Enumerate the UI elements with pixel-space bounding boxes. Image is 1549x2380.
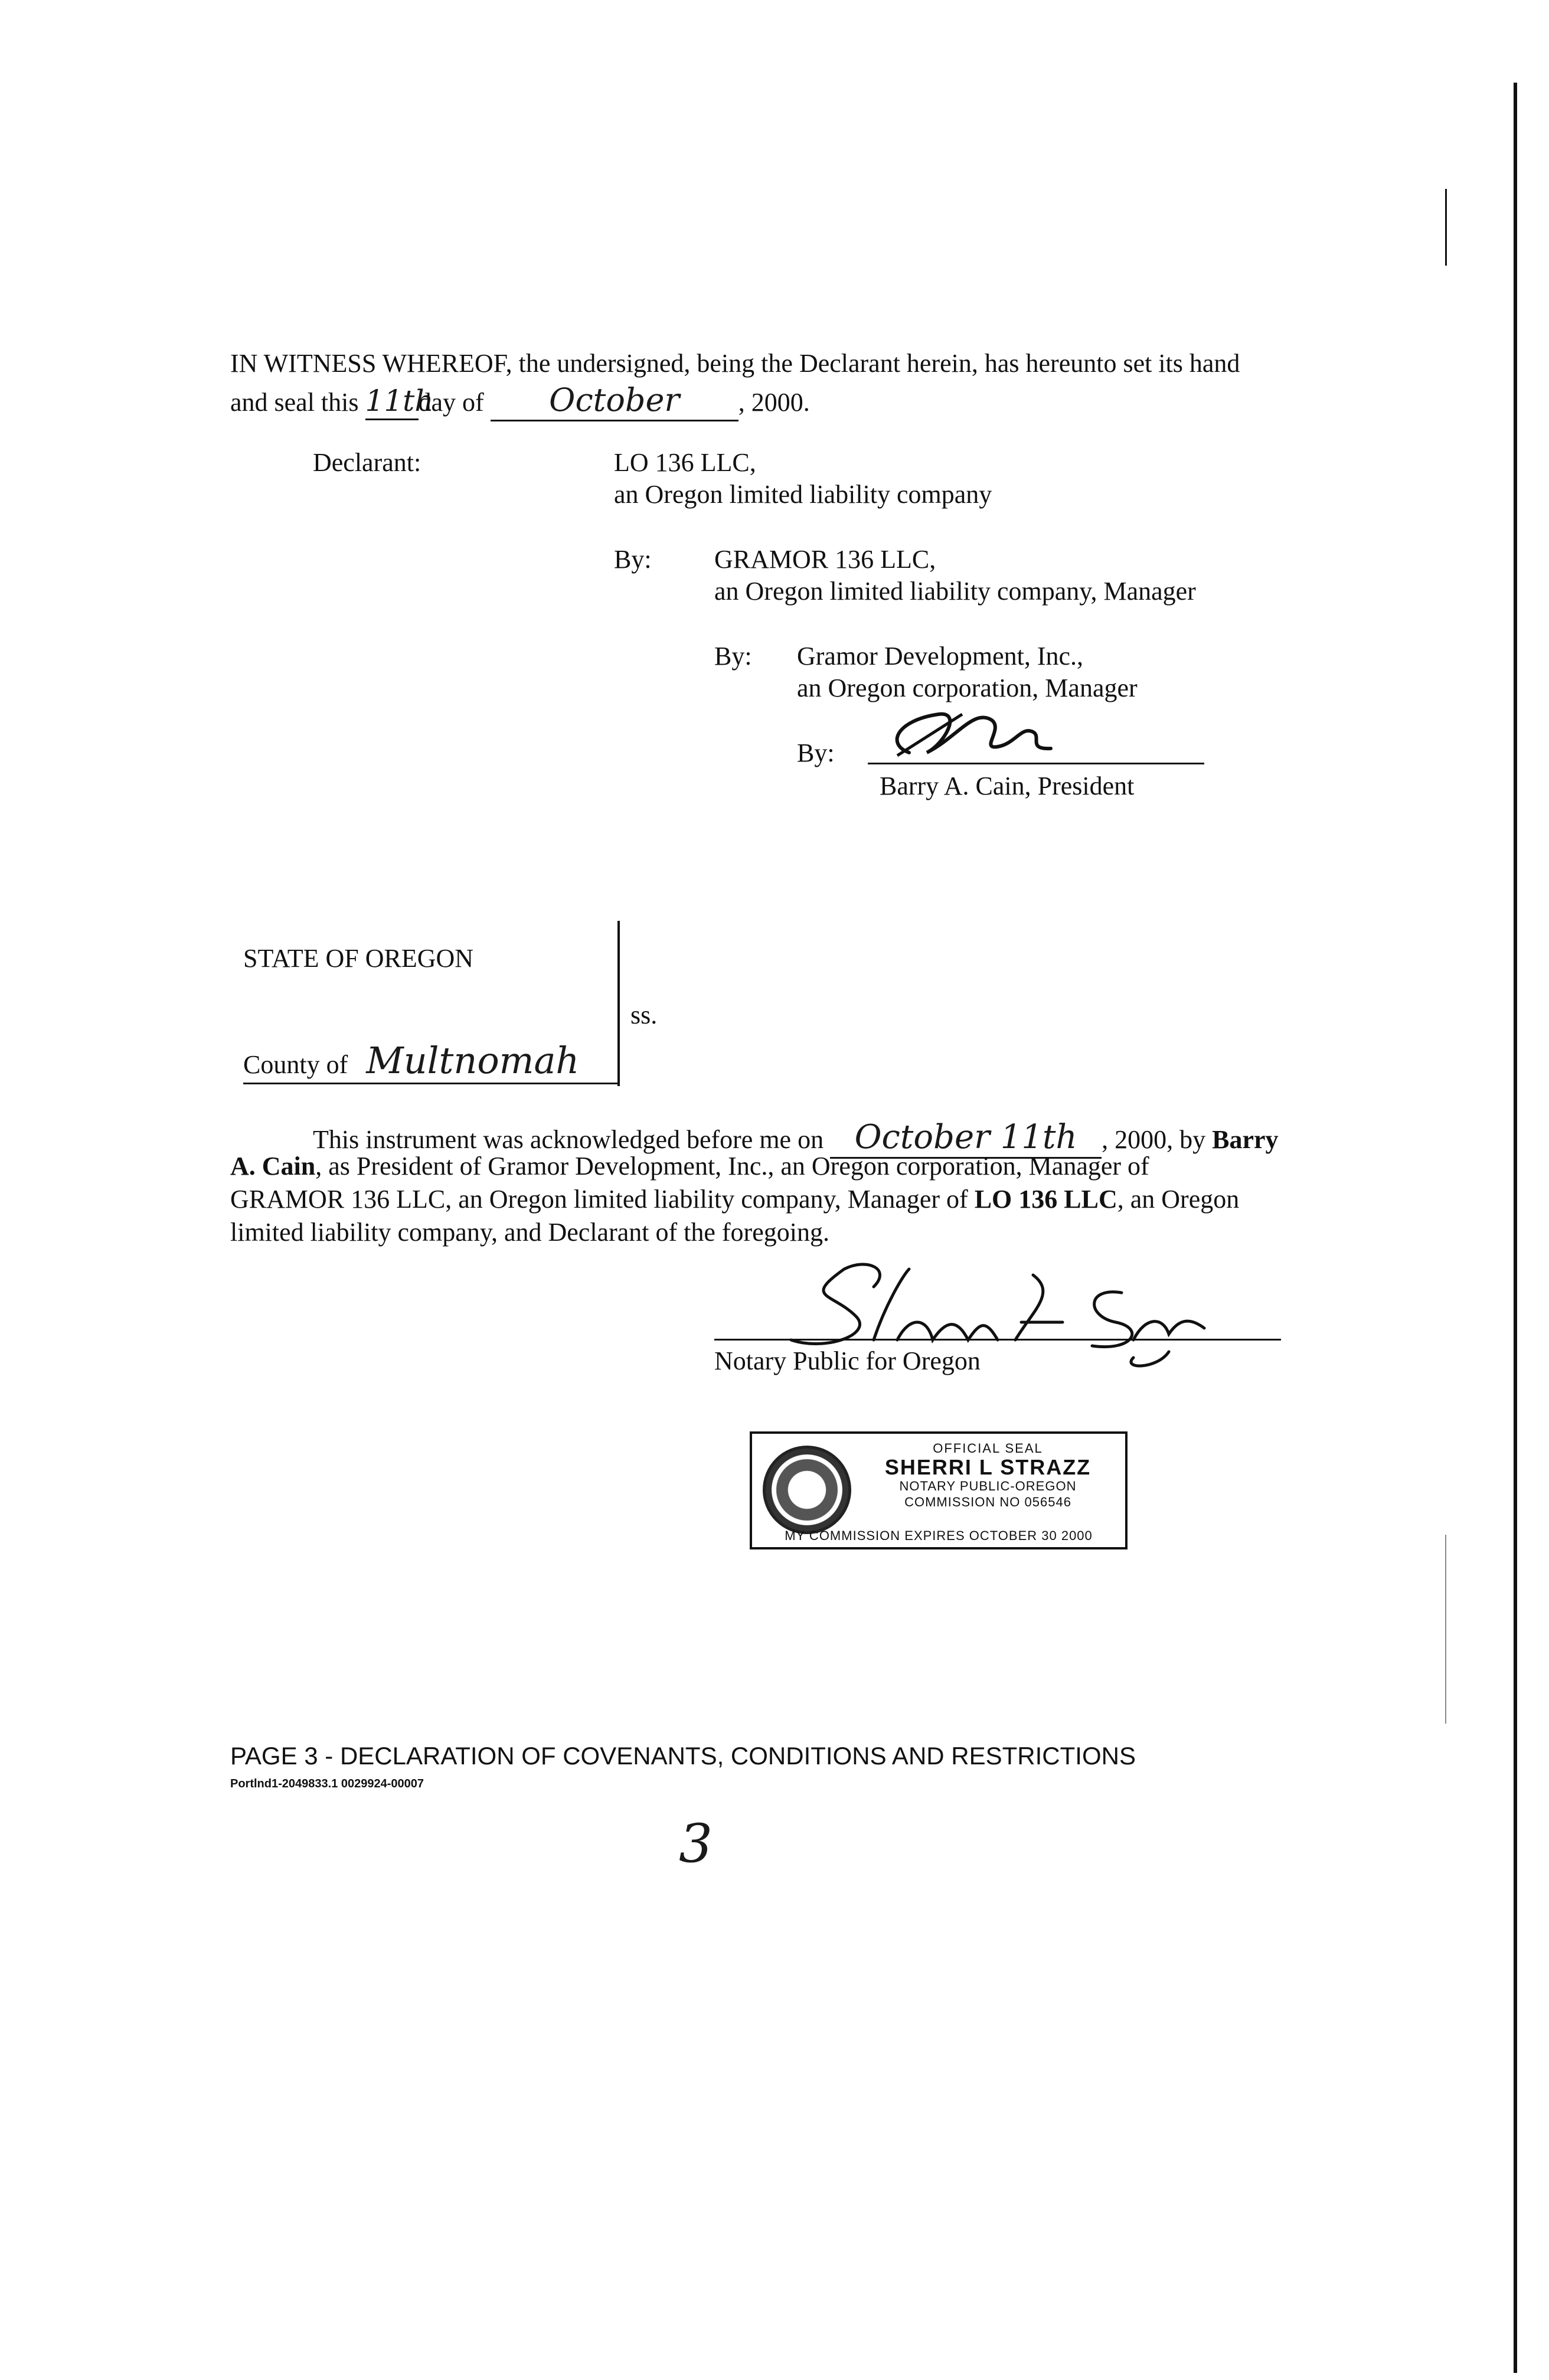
- by2-name: Gramor Development, Inc.,: [797, 642, 1084, 671]
- seal-line-5: MY COMMISSION EXPIRES OCTOBER 30 2000: [785, 1528, 1093, 1543]
- declarant-label: Declarant:: [313, 448, 421, 477]
- handwritten-page-number: 3: [679, 1813, 713, 1875]
- ack-bold-barry: Barry: [1212, 1125, 1279, 1154]
- ack-line-3: [230, 1184, 1239, 1215]
- notary-label: Notary Public for Oregon: [714, 1346, 981, 1375]
- by2-desc: an Oregon corporation, Manager: [797, 674, 1138, 702]
- declarant-signature: [874, 697, 1068, 767]
- ack-bold-cain: A. Cain: [230, 1152, 316, 1181]
- venue-county: [243, 1039, 619, 1084]
- scan-edge-line: [1514, 83, 1517, 2373]
- witness-line-1: IN WITNESS WHEREOF, the undersigned, being the Declarant herein, has hereunto set its hand: [230, 349, 1240, 378]
- signer-name: Barry A. Cain, President: [880, 771, 1135, 800]
- witness-prefix: and seal this: [230, 388, 359, 417]
- venue-county-handwritten: Multnomah: [366, 1039, 580, 1082]
- by2-label: By:: [714, 642, 752, 671]
- ack-line-2: [230, 1151, 1149, 1182]
- by3-label: By:: [797, 738, 835, 767]
- ack-bold-lo136: LO 136 LLC: [974, 1185, 1117, 1214]
- scan-edge-line-thin: [1445, 189, 1447, 266]
- by1-desc: an Oregon limited liability company, Manager: [714, 577, 1196, 606]
- scan-edge-line-thin: [1445, 1535, 1446, 1724]
- ack-suffix: , 2000, by: [1102, 1125, 1206, 1154]
- ack-line-4: limited liability company, and Declarant of the foregoing.: [230, 1218, 829, 1247]
- seal-line-1: OFFICIAL SEAL: [933, 1441, 1043, 1456]
- seal-line-4: COMMISSION NO 056546: [904, 1494, 1071, 1509]
- official-seal-stamp: [750, 1431, 1128, 1549]
- ack-line-3-prefix: GRAMOR 136 LLC, an Oregon limited liability company, Manager of: [230, 1185, 968, 1214]
- seal-line-2: SHERRI L STRAZZ: [884, 1455, 1092, 1480]
- ack-line-3-suffix: , an Oregon: [1117, 1185, 1240, 1214]
- footer-page-title: PAGE 3 - DECLARATION OF COVENANTS, CONDITIONS AND RESTRICTIONS: [230, 1742, 1136, 1770]
- venue-ss: ss.: [630, 1001, 658, 1029]
- witness-line-2: [230, 381, 810, 421]
- notary-signature-line: [714, 1339, 1281, 1341]
- witness-day-handwritten: 11th: [365, 383, 419, 420]
- seal-line-3: NOTARY PUBLIC-OREGON: [899, 1479, 1077, 1494]
- state-seal-icon: [763, 1446, 851, 1534]
- declarant-desc: an Oregon limited liability company: [614, 480, 992, 509]
- witness-suffix: , 2000.: [738, 388, 810, 417]
- declarant-name: LO 136 LLC,: [614, 448, 756, 477]
- by1-label: By:: [614, 545, 652, 574]
- venue-state: STATE OF OREGON: [243, 944, 474, 973]
- ack-prefix: This instrument was acknowledged before me on: [313, 1125, 824, 1154]
- witness-mid: day of: [418, 388, 484, 417]
- by1-name: GRAMOR 136 LLC,: [714, 545, 936, 574]
- ack-line-2-rest: , as President of Gramor Development, Inc., an Oregon corporation, Manager of: [315, 1152, 1149, 1181]
- venue-county-label: County of: [243, 1050, 348, 1079]
- signature-line: [868, 763, 1204, 764]
- ack-date-handwritten: October 11th: [830, 1117, 1102, 1159]
- footer-doc-id: Portlnd1-2049833.1 0029924-00007: [230, 1777, 424, 1790]
- witness-month-handwritten: October: [491, 381, 738, 421]
